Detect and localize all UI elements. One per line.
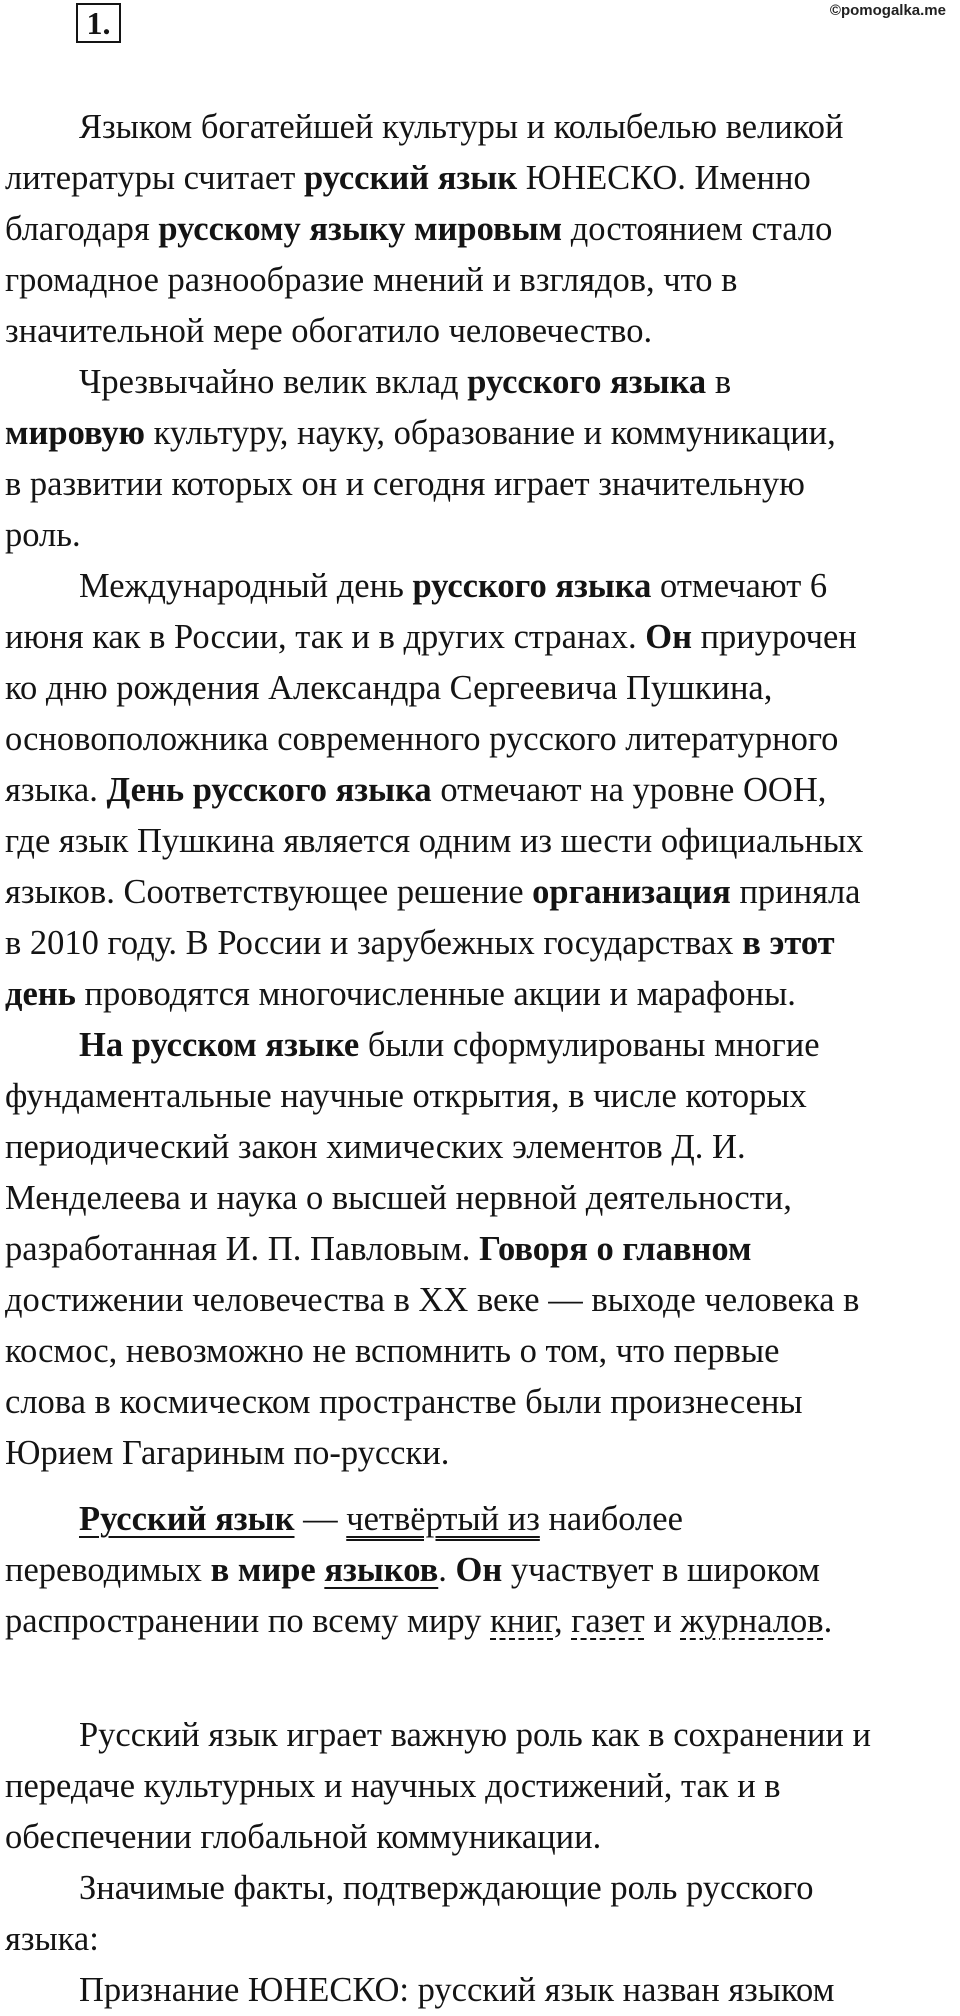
bold-term: русскому языку мировым — [158, 210, 563, 248]
text-line: июня как в России, так и в других странах. Он приурочен — [5, 618, 857, 656]
text-line: мировую культуру, науку, образование и коммуникации, — [5, 414, 836, 452]
text-line: день проводятся многочисленные акции и марафоны. — [5, 975, 796, 1013]
bold-term: русского языка — [412, 567, 652, 605]
bold-term: в мире — [210, 1551, 316, 1589]
bold-term: русский язык — [303, 159, 518, 197]
subject: Русский язык — [79, 1500, 295, 1538]
text-line: Русский язык играет важную роль как в сохранении и — [79, 1716, 871, 1754]
text-line: благодаря русскому языку мировым достоянием стало — [5, 210, 833, 248]
bold-term: русского языка — [467, 363, 707, 401]
text-line: На русском языке были сформулированы многие — [79, 1026, 820, 1064]
text-line: слова в космическом пространстве были произнесены — [5, 1383, 803, 1421]
text-line: Менделеева и наука о высшей нервной деятельности, — [5, 1179, 792, 1217]
text-line: в развитии которых он и сегодня играет значительную — [5, 465, 805, 503]
text-line: достижении человечества в XX веке — выходе человека в — [5, 1281, 860, 1319]
bold-term: в этот — [742, 924, 835, 962]
bold-term: Говоря о главном — [479, 1230, 752, 1268]
parsed-line: Русский язык — четвёртый из наиболее — [79, 1500, 683, 1538]
text-line: Признание ЮНЕСКО: русский язык назван языком — [79, 1971, 835, 2009]
text-line: передаче культурных и научных достижений, так и в — [5, 1767, 781, 1805]
text-line: Значимые факты, подтверждающие роль русского — [79, 1869, 814, 1907]
text-line: ко дню рождения Александра Сергеевича Пушкина, — [5, 669, 773, 707]
bold-term: Он — [645, 618, 692, 656]
bold-term: День русского языка — [106, 771, 432, 809]
text-line: языка: — [5, 1920, 99, 1958]
text-line: космос, невозможно не вспомнить о том, что первые — [5, 1332, 780, 1370]
text-line: Международный день русского языка отмечают 6 — [79, 567, 828, 605]
text-line: в 2010 году. В России и зарубежных государствах в этот — [5, 924, 835, 962]
task-number: 1. — [76, 3, 121, 43]
underlined-term: языков — [324, 1551, 439, 1589]
predicate: четвёртый из — [346, 1500, 540, 1538]
text-line: роль. — [5, 516, 81, 554]
text-line: Чрезвычайно велик вклад русского языка в — [79, 363, 732, 401]
text-line: Языком богатейшей культуры и колыбелью великой — [79, 108, 844, 146]
bold-term: На русском языке — [79, 1026, 360, 1064]
text-line: Юрием Гагариным по-русски. — [5, 1434, 450, 1472]
text-line: громадное разнообразие мнений и взглядов, что в — [5, 261, 738, 299]
bold-term: Он — [455, 1551, 503, 1589]
object: газет — [571, 1602, 645, 1640]
bold-term: день — [5, 975, 76, 1013]
text-line: разработанная И. П. Павловым. Говоря о главном — [5, 1230, 752, 1268]
text-line: где язык Пушкина является одним из шести официальных — [5, 822, 864, 860]
bold-term: мировую — [5, 414, 146, 452]
object: журналов — [680, 1602, 824, 1640]
text-line: значительной мере обогатило человечество. — [5, 312, 653, 350]
parsed-line: переводимых в мире языков. Он участвует в широком — [5, 1551, 820, 1589]
text-line: основоположника современного русского литературного — [5, 720, 839, 758]
text-line: периодический закон химических элементов Д. И. — [5, 1128, 746, 1166]
bold-term: организация — [532, 873, 731, 911]
text-line: литературы считает русский язык ЮНЕСКО. Именно — [5, 159, 811, 197]
text-line: языка. День русского языка отмечают на уровне ООН, — [5, 771, 827, 809]
object: книг — [490, 1602, 554, 1640]
text-line: языков. Соответствующее решение организация приняла — [5, 873, 861, 911]
parsed-line: распространении по всему миру книг, газет и журналов. — [5, 1602, 833, 1640]
watermark: ©pomogalka.me — [829, 2, 946, 19]
text-line: фундаментальные научные открытия, в числе которых — [5, 1077, 807, 1115]
text-line: обеспечении глобальной коммуникации. — [5, 1818, 602, 1856]
